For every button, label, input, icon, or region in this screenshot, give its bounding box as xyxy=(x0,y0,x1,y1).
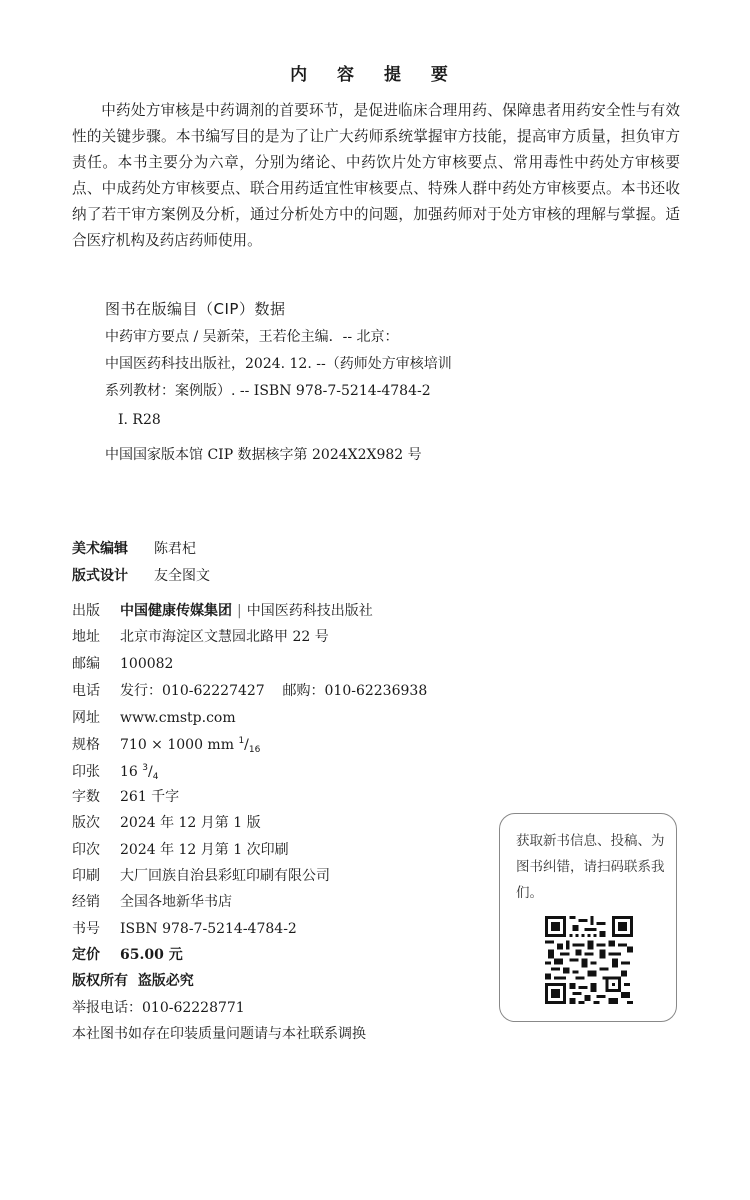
cip-line: 中国医药科技出版社，2024. 12. --（药师处方审核培训 xyxy=(105,356,452,372)
fraction-numerator: 1 xyxy=(238,736,245,746)
info-label: 印次 xyxy=(72,842,100,858)
info-value: 710 × 1000 mm xyxy=(120,737,234,753)
fraction-denominator: 16 xyxy=(248,745,261,755)
info-value[interactable]: www.cmstp.com xyxy=(120,710,236,726)
cip-heading: 图书在版编目（CIP）数据 xyxy=(105,300,286,318)
info-value: ISBN 978-7-5214-4784-2 xyxy=(120,921,297,937)
info-value: 261 千字 xyxy=(120,789,180,805)
info-address xyxy=(72,626,329,646)
info-format: 规格 710 × 1000 mm $^1/_{16}$ xyxy=(72,736,261,755)
info-distributor xyxy=(72,891,232,911)
info-value: 65.00 元 xyxy=(120,947,183,963)
info-label: 定价 xyxy=(72,947,100,963)
info-value: 16 xyxy=(120,764,138,780)
copyright-statement: 版权所有 盗版必究 xyxy=(72,973,194,989)
credit-label: 版式设计 xyxy=(72,568,128,584)
info-value: 发行：010-62227427 邮购：010-62236938 xyxy=(120,683,428,699)
cip-line: 系列教材：案例版）. -- ISBN 978-7-5214-4784-2 xyxy=(105,383,431,399)
info-label: 网址 xyxy=(72,710,100,726)
info-label: 电话 xyxy=(72,683,100,699)
publisher-group: 中国健康传媒集团 xyxy=(120,603,232,619)
credit-layout-design xyxy=(72,565,210,585)
info-isbn xyxy=(72,918,297,938)
info-label: 出版 xyxy=(72,603,100,619)
info-value: 大厂回族自治县彩虹印刷有限公司 xyxy=(120,868,330,884)
info-edition xyxy=(72,812,261,832)
qr-caption: 获取新书信息、投稿、为图书纠错，请扫码联系我们。 xyxy=(516,833,665,901)
info-value: 北京市海淀区文慧园北路甲 22 号 xyxy=(120,629,329,645)
info-sheets: 印张 16 $^3/_4$ xyxy=(72,763,159,782)
credit-value: 陈君杞 xyxy=(154,541,196,557)
info-value: 2024 年 12 月第 1 版 xyxy=(120,815,261,831)
credit-label: 美术编辑 xyxy=(72,541,128,557)
fraction-denominator: 4 xyxy=(152,772,159,782)
info-label: 邮编 xyxy=(72,656,100,672)
cip-classification: Ⅰ. R28 xyxy=(118,412,161,428)
info-label: 规格 xyxy=(72,737,100,753)
publisher-name: 中国医药科技出版社 xyxy=(246,603,373,619)
qr-contact-box xyxy=(499,813,677,1022)
publisher-divider: | xyxy=(237,603,242,619)
info-postcode xyxy=(72,653,173,673)
info-label: 印刷 xyxy=(72,868,100,884)
credit-art-editor xyxy=(72,538,196,558)
info-publisher xyxy=(72,600,373,620)
credit-value: 友全图文 xyxy=(154,568,210,584)
info-words xyxy=(72,786,179,806)
info-value: 100082 xyxy=(120,656,174,672)
report-phone: 举报电话：010-62228771 xyxy=(72,1000,245,1016)
summary-title: 内 容 提 要 xyxy=(290,65,460,85)
info-label: 字数 xyxy=(72,789,100,805)
info-printing xyxy=(72,839,289,859)
info-label: 印张 xyxy=(72,764,100,780)
info-website xyxy=(72,707,236,727)
info-label: 版次 xyxy=(72,815,100,831)
qr-code-icon[interactable] xyxy=(545,916,633,1004)
cip-line: 中药审方要点 / 吴新荣，王若伦主编．-- 北京： xyxy=(105,329,399,345)
info-printer xyxy=(72,865,330,885)
info-value: 全国各地新华书店 xyxy=(120,894,232,910)
info-price xyxy=(72,944,183,964)
info-label: 地址 xyxy=(72,629,100,645)
cip-number: 中国国家版本馆 CIP 数据核字第 2024X2X982 号 xyxy=(105,447,422,463)
quality-notice: 本社图书如存在印装质量问题请与本社联系调换 xyxy=(72,1026,366,1042)
info-phone xyxy=(72,680,427,700)
info-label: 经销 xyxy=(72,894,100,910)
summary-body: 中药处方审核是中药调剂的首要环节，是促进临床合理用药、保障患者用药安全性与有效性的关键步骤。本书编写目的是为了让广大药师系统掌握审方技能，提高审方质量，担负审方责任。本书主要分为六章，分别为绪论、中药饮片处方审核要点、常用毒性中药处方审核要点、中成药处方审核要点、联合用药适宜性审核要点、特殊人群中药处方审核要点。本书还收纳了若干审方案例及分析，通过分析处方中的问题，加强药师对于处方审核的理解与掌握。适合医疗机构及药店药师使用。 xyxy=(72,102,680,249)
fraction-numerator: 3 xyxy=(142,763,149,773)
info-label: 书号 xyxy=(72,921,100,937)
info-value: 2024 年 12 月第 1 次印刷 xyxy=(120,842,289,858)
